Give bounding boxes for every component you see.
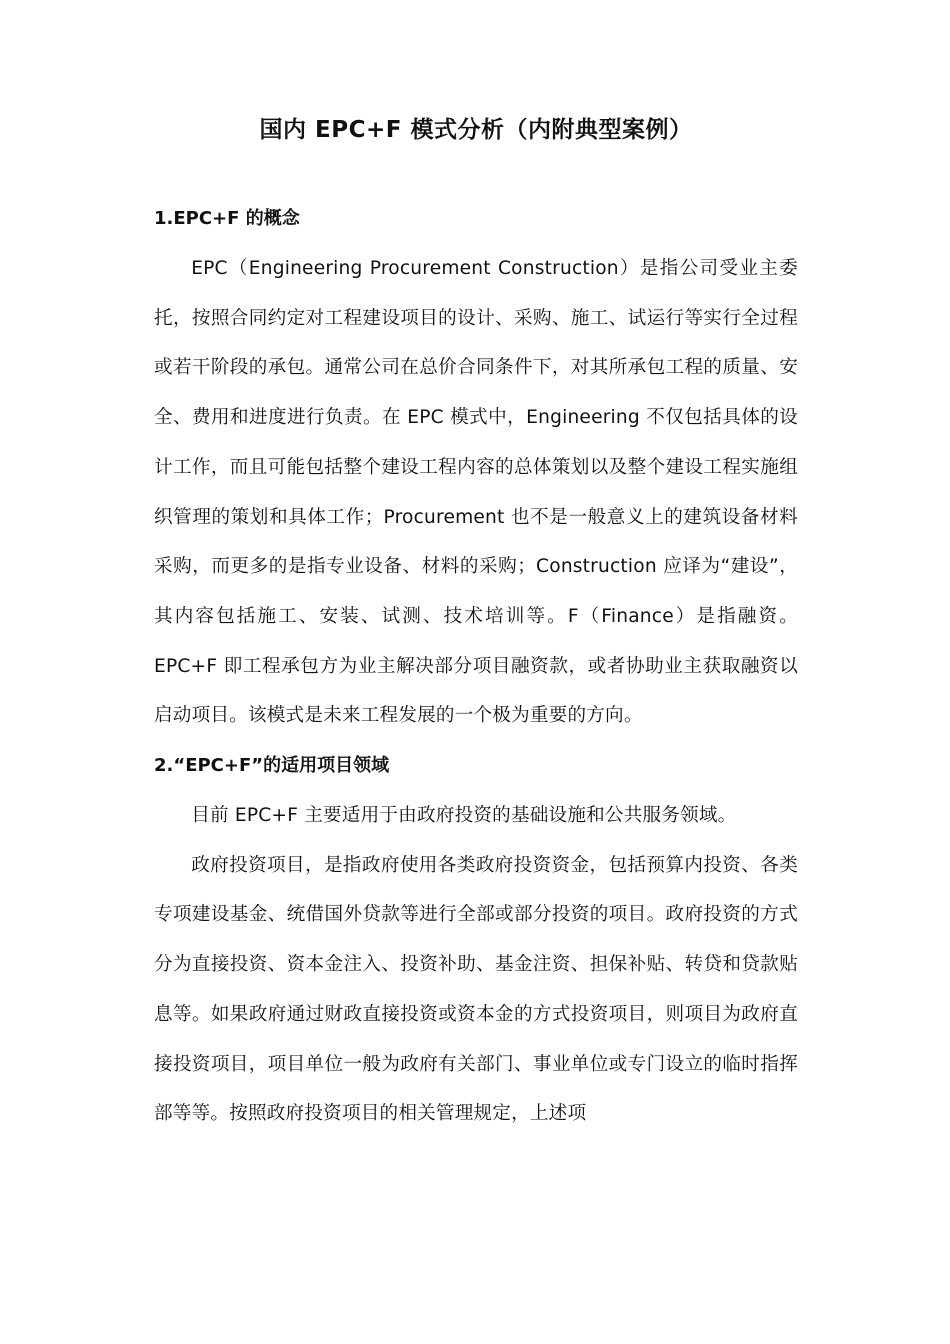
document-title: 国内 EPC+F 模式分析（内附典型案例） (259, 117, 693, 143)
section-heading: 2.“EPC+F”的适用项目领域 (154, 755, 390, 777)
document-body (154, 106, 798, 1139)
paragraph: 目前 EPC+F 主要适用于由政府投资的基础设施和公共服务领域。 (191, 805, 737, 827)
section-epcf-concept (154, 194, 798, 741)
section-epcf-applicable-fields (154, 741, 798, 1139)
paragraph: 政府投资项目，是指政府使用各类政府投资资金，包括预算内投资、各类专项建设基金、统借国外贷款等进行全部或部分投资的项目。政府投资的方式分为直接投资、资本金注入、投资补助、基金注资、担保补贴、转贷和贷款贴息等。如果政府通过财政直接投资或资本金的方式投资项目，则项目为政府直接投资项目，项目单位一般为政府有关部门、事业单位或专门设立的临时指挥部等等。按照政府投资项目的相关管理规定，上述项 (154, 854, 798, 1125)
section-heading: 1.EPC+F 的概念 (154, 208, 300, 229)
paragraph: EPC（Engineering Procurement Construction）是指公司受业主委托，按照合同约定对工程建设项目的设计、采购、施工、试运行等实行全过程或若干阶段的承包。通常公司在总价合同条件下，对其所承包工程的质量、安全、费用和进度进行负责。在 EPC 模式中，Engineering 不仅包括具体的设计工作，而且可能包括整个建设工程内容的总体策划以及整个建设工程实施组织管理的策划和具体工作；Procurement 也不是一般意义上的建筑设备材料采购，而更多的是指专业设备、材料的采购；Construction 应译为“建设”，其内容包括施工、安装、试测、技术培训等。F（Finance）是指融资。EPC+F 即工程承包方为业主解决部分项目融资款，或者协助业主获取融资以启动项目。该模式是未来工程发展的一个极为重要的方向。 (154, 258, 798, 727)
